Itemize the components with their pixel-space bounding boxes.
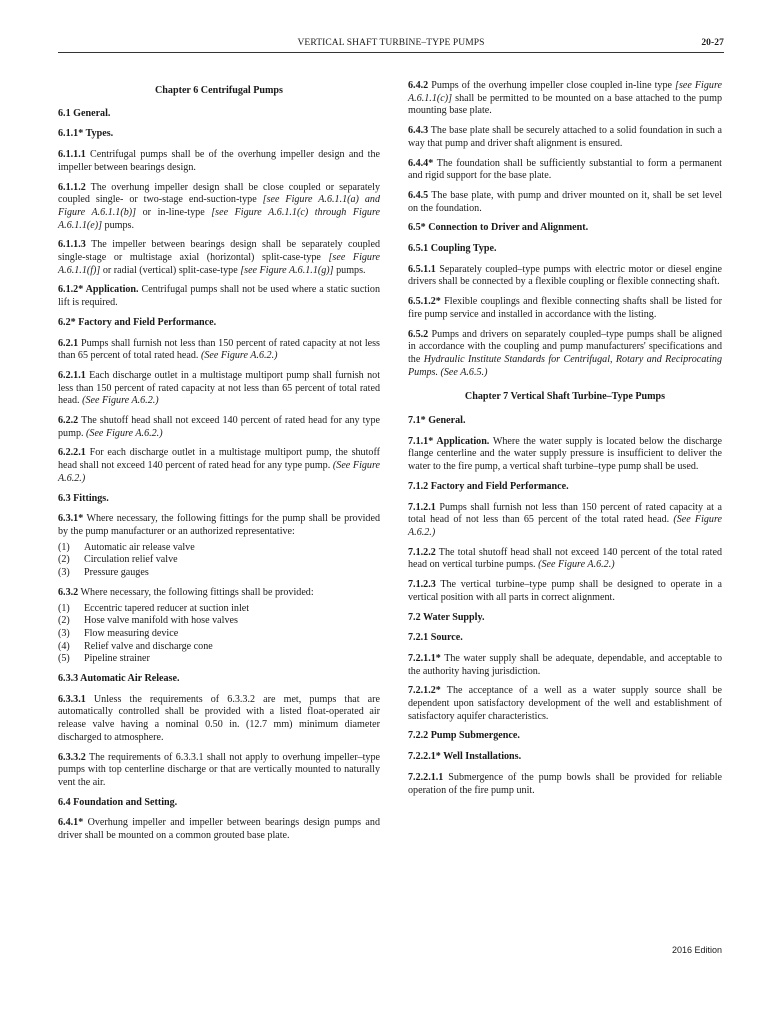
list-item: (3) Flow measuring device <box>58 627 179 639</box>
section-7-2-2-1-heading: 7.2.2.1* Well Installations. <box>408 751 522 763</box>
page-number: 20-27 <box>701 38 724 48</box>
para-6-5-2: 6.5.2 Pumps and drivers on separately coupled–type pumps shall be aligned in accordance with the coupling and pump manufacturers' specifications and the Hydraulic Institute Standards for Centrifugal, Rotary and Reciprocating Pumps. (See A.6.5.) <box>408 328 722 378</box>
list-item: (1) Eccentric tapered reducer at suction inlet <box>58 602 250 614</box>
chapter-6-heading: Chapter 6 Centrifugal Pumps <box>155 85 283 96</box>
list-item: (5) Pipeline strainer <box>58 653 150 665</box>
running-header <box>58 38 724 53</box>
section-6-1-1-heading: 6.1.1* Types. <box>58 128 114 140</box>
para-6-3-1: 6.3.1* Where necessary, the following fittings for the pump shall be provided by the pump manufacturer or an authorized representative: <box>58 513 380 537</box>
figure-ref: [see Figure A.6.1.1(f)] <box>58 252 381 276</box>
list-item: (2) Hose valve manifold with hose valves <box>58 615 238 627</box>
para-7-2-1-2: 7.2.1.2* The acceptance of a well as a water supply source shall be dependent upon satisfactory development of the well and establishment of satisfactory aquifer characteristics. <box>408 685 722 722</box>
para-6-4-1: 6.4.1* Overhung impeller and impeller between bearings design pumps and driver shall be mounted on a common grouted base plate. <box>58 817 380 842</box>
figure-ref: [see Figure A.6.1.1(a) and Figure A.6.1.1(b)] <box>58 194 380 218</box>
para-7-1-2-3: 7.1.2.3 The vertical turbine–type pump shall be designed to operate in a vertical position with all parts in correct alignment. <box>408 579 722 603</box>
para-6-4-3: 6.4.3 The base plate shall be securely attached to a solid foundation in such a way that pump and driver shaft alignment is ensured. <box>408 125 722 149</box>
para-6-5-1-2: 6.5.1.2* Flexible couplings and flexible connecting shafts shall be listed for fire pump service and installed in accordance with the listing. <box>408 296 722 320</box>
right-column <box>408 80 722 804</box>
section-6-4-heading: 6.4 Foundation and Setting. <box>58 796 178 808</box>
section-7-2-1-heading: 7.2.1 Source. <box>408 632 463 644</box>
list-item: (3) Pressure gauges <box>58 567 149 579</box>
chapter-7-heading: Chapter 7 Vertical Shaft Turbine–Type Pumps <box>464 391 666 403</box>
para-7-2-2-1-1: 7.2.2.1.1 Submergence of the pump bowls shall be provided for reliable operation of the fire pump unit. <box>408 771 723 796</box>
standard-ref: Hydraulic Institute Standards for Centrifugal, Rotary and Reciprocating Pumps. (See A.6.5.) <box>408 353 722 378</box>
section-6-3-3-heading: 6.3.3 Automatic Air Release. <box>58 673 180 685</box>
section-7-1-heading: 7.1* General. <box>408 415 466 427</box>
edition-footer: 2016 Edition <box>671 945 722 955</box>
section-6-2-heading: 6.2* Factory and Field Performance. <box>58 316 217 328</box>
para-6-3-3-1: 6.3.3.1 Unless the requirements of 6.3.3.2 are met, pumps that are automatically controlled shall be provided with a listed float-operated air release valve having a nominal 0.50 in. (12.7 mm) minimum diameter discharged to atmosphere. <box>58 693 380 743</box>
section-6-1-heading: 6.1 General. <box>58 107 111 119</box>
para-6-4-4: 6.4.4* The foundation shall be sufficiently substantial to form a permanent and rigid support for the base plate. <box>408 157 722 182</box>
para-6-2-2-1: 6.2.2.1 For each discharge outlet in a multistage multiport pump, the shutoff head shall not exceed 140 percent of rated head for any type pump. (See Figure A.6.2.) <box>58 447 380 484</box>
para-7-1-2-1: 7.1.2.1 Pumps shall furnish not less than 150 percent of rated capacity at a total head of not less than 65 percent of the total rated head. (See Figure A.6.2.) <box>408 501 723 538</box>
running-title: VERTICAL SHAFT TURBINE–TYPE PUMPS <box>297 38 485 48</box>
para-7-1-2-2: 7.1.2.2 The total shutoff head shall not exceed 140 percent of the total rated head on vertical turbine pumps. (See Figure A.6.2.) <box>408 546 722 571</box>
section-7-2-2-heading: 7.2.2 Pump Submergence. <box>408 730 520 742</box>
para-7-1-1: 7.1.1* Application. Where the water supply is located below the discharge flange centerline and the water supply pressure is insufficient to deliver the water to the fire pump, a vertical shaft turbine–type pump shall be used. <box>408 435 723 473</box>
list-item: (1) Automatic air release valve <box>58 541 195 553</box>
figure-ref: [see Figure A.6.1.1(c)] <box>408 80 722 104</box>
para-6-2-2: 6.2.2 The shutoff head shall not exceed 140 percent of rated head for any type pump. (See Figure A.6.2.) <box>58 415 381 439</box>
para-6-2-1-1: 6.2.1.1 Each discharge outlet in a multistage multiport pump shall furnish not less than 150 percent of rated capacity at not less than 65 percent of total rated head. (See Figure A.6.2.) <box>58 369 380 407</box>
para-6-1-1-1: 6.1.1.1 Centrifugal pumps shall be of the overhung impeller design and the impeller between bearings design. <box>58 149 380 173</box>
figure-ref: [see Figure A.6.1.1(g)] <box>240 264 334 276</box>
figure-ref: [see Figure A.6.1.1(c) through Figure A.6.1.1(e)] <box>58 206 380 231</box>
para-6-3-2: 6.3.2 Where necessary, the following fittings shall be provided: <box>58 586 314 598</box>
fittings-list-1 <box>58 542 380 580</box>
section-6-5-heading: 6.5* Connection to Driver and Alignment. <box>408 222 589 234</box>
para-6-3-3-2: 6.3.3.2 The requirements of 6.3.3.1 shall not apply to overhung impeller–type pumps with top centerline discharge or that are vertically mounted to naturally vent the air. <box>58 751 381 788</box>
para-6-4-5: 6.4.5 The base plate, with pump and driver mounted on it, shall be set level on the foundation. <box>408 189 722 214</box>
para-6-4-2: 6.4.2 Pumps of the overhung impeller close coupled in-line type [see Figure A.6.1.1(c)] shall be permitted to be mounted on a base attached to the pump mounting base plate. <box>408 80 722 117</box>
section-7-2-heading: 7.2 Water Supply. <box>408 611 485 623</box>
list-item: (4) Relief valve and discharge cone <box>58 640 213 652</box>
section-6-3-heading: 6.3 Fittings. <box>58 492 109 504</box>
para-6-1-1-3: 6.1.1.3 The impeller between bearings design shall be separately coupled single-stage or multistage axial (horizontal) split-case-type [see Figure A.6.1.1(f)] or radial (vertical) split-case-type [see Figure A.6.1.1(g)] pumps. <box>58 239 381 276</box>
section-6-5-1-heading: 6.5.1 Coupling Type. <box>408 243 497 255</box>
para-6-2-1: 6.2.1 Pumps shall furnish not less than 150 percent of rated capacity at not less than 65 percent of total rated head. (See Figure A.6.2.) <box>58 337 380 362</box>
fittings-list-2 <box>58 603 380 667</box>
para-6-1-1-2: 6.1.1.2 The overhung impeller design shall be close coupled or separately coupled single- or two-stage end-suction-type [see Figure A.6.1.1(a) and Figure A.6.1.1(b)] or in-line-type [see Figure A.6.1.1(c) through Figure A.6.1.1(e)] pumps. <box>58 181 380 231</box>
para-6-5-1-1: 6.5.1.1 Separately coupled–type pumps with electric motor or diesel engine drivers shall be connected by a flexible coupling or flexible connecting shaft. <box>408 263 722 288</box>
left-column <box>58 80 380 850</box>
list-item: (2) Circulation relief valve <box>58 554 178 566</box>
section-7-1-2-heading: 7.1.2 Factory and Field Performance. <box>408 480 569 492</box>
para-6-1-2: 6.1.2* Application. Centrifugal pumps shall not be used where a static suction lift is required. <box>58 284 381 309</box>
para-7-2-1-1: 7.2.1.1* The water supply shall be adequate, dependable, and acceptable to the authority having jurisdiction. <box>408 652 722 677</box>
